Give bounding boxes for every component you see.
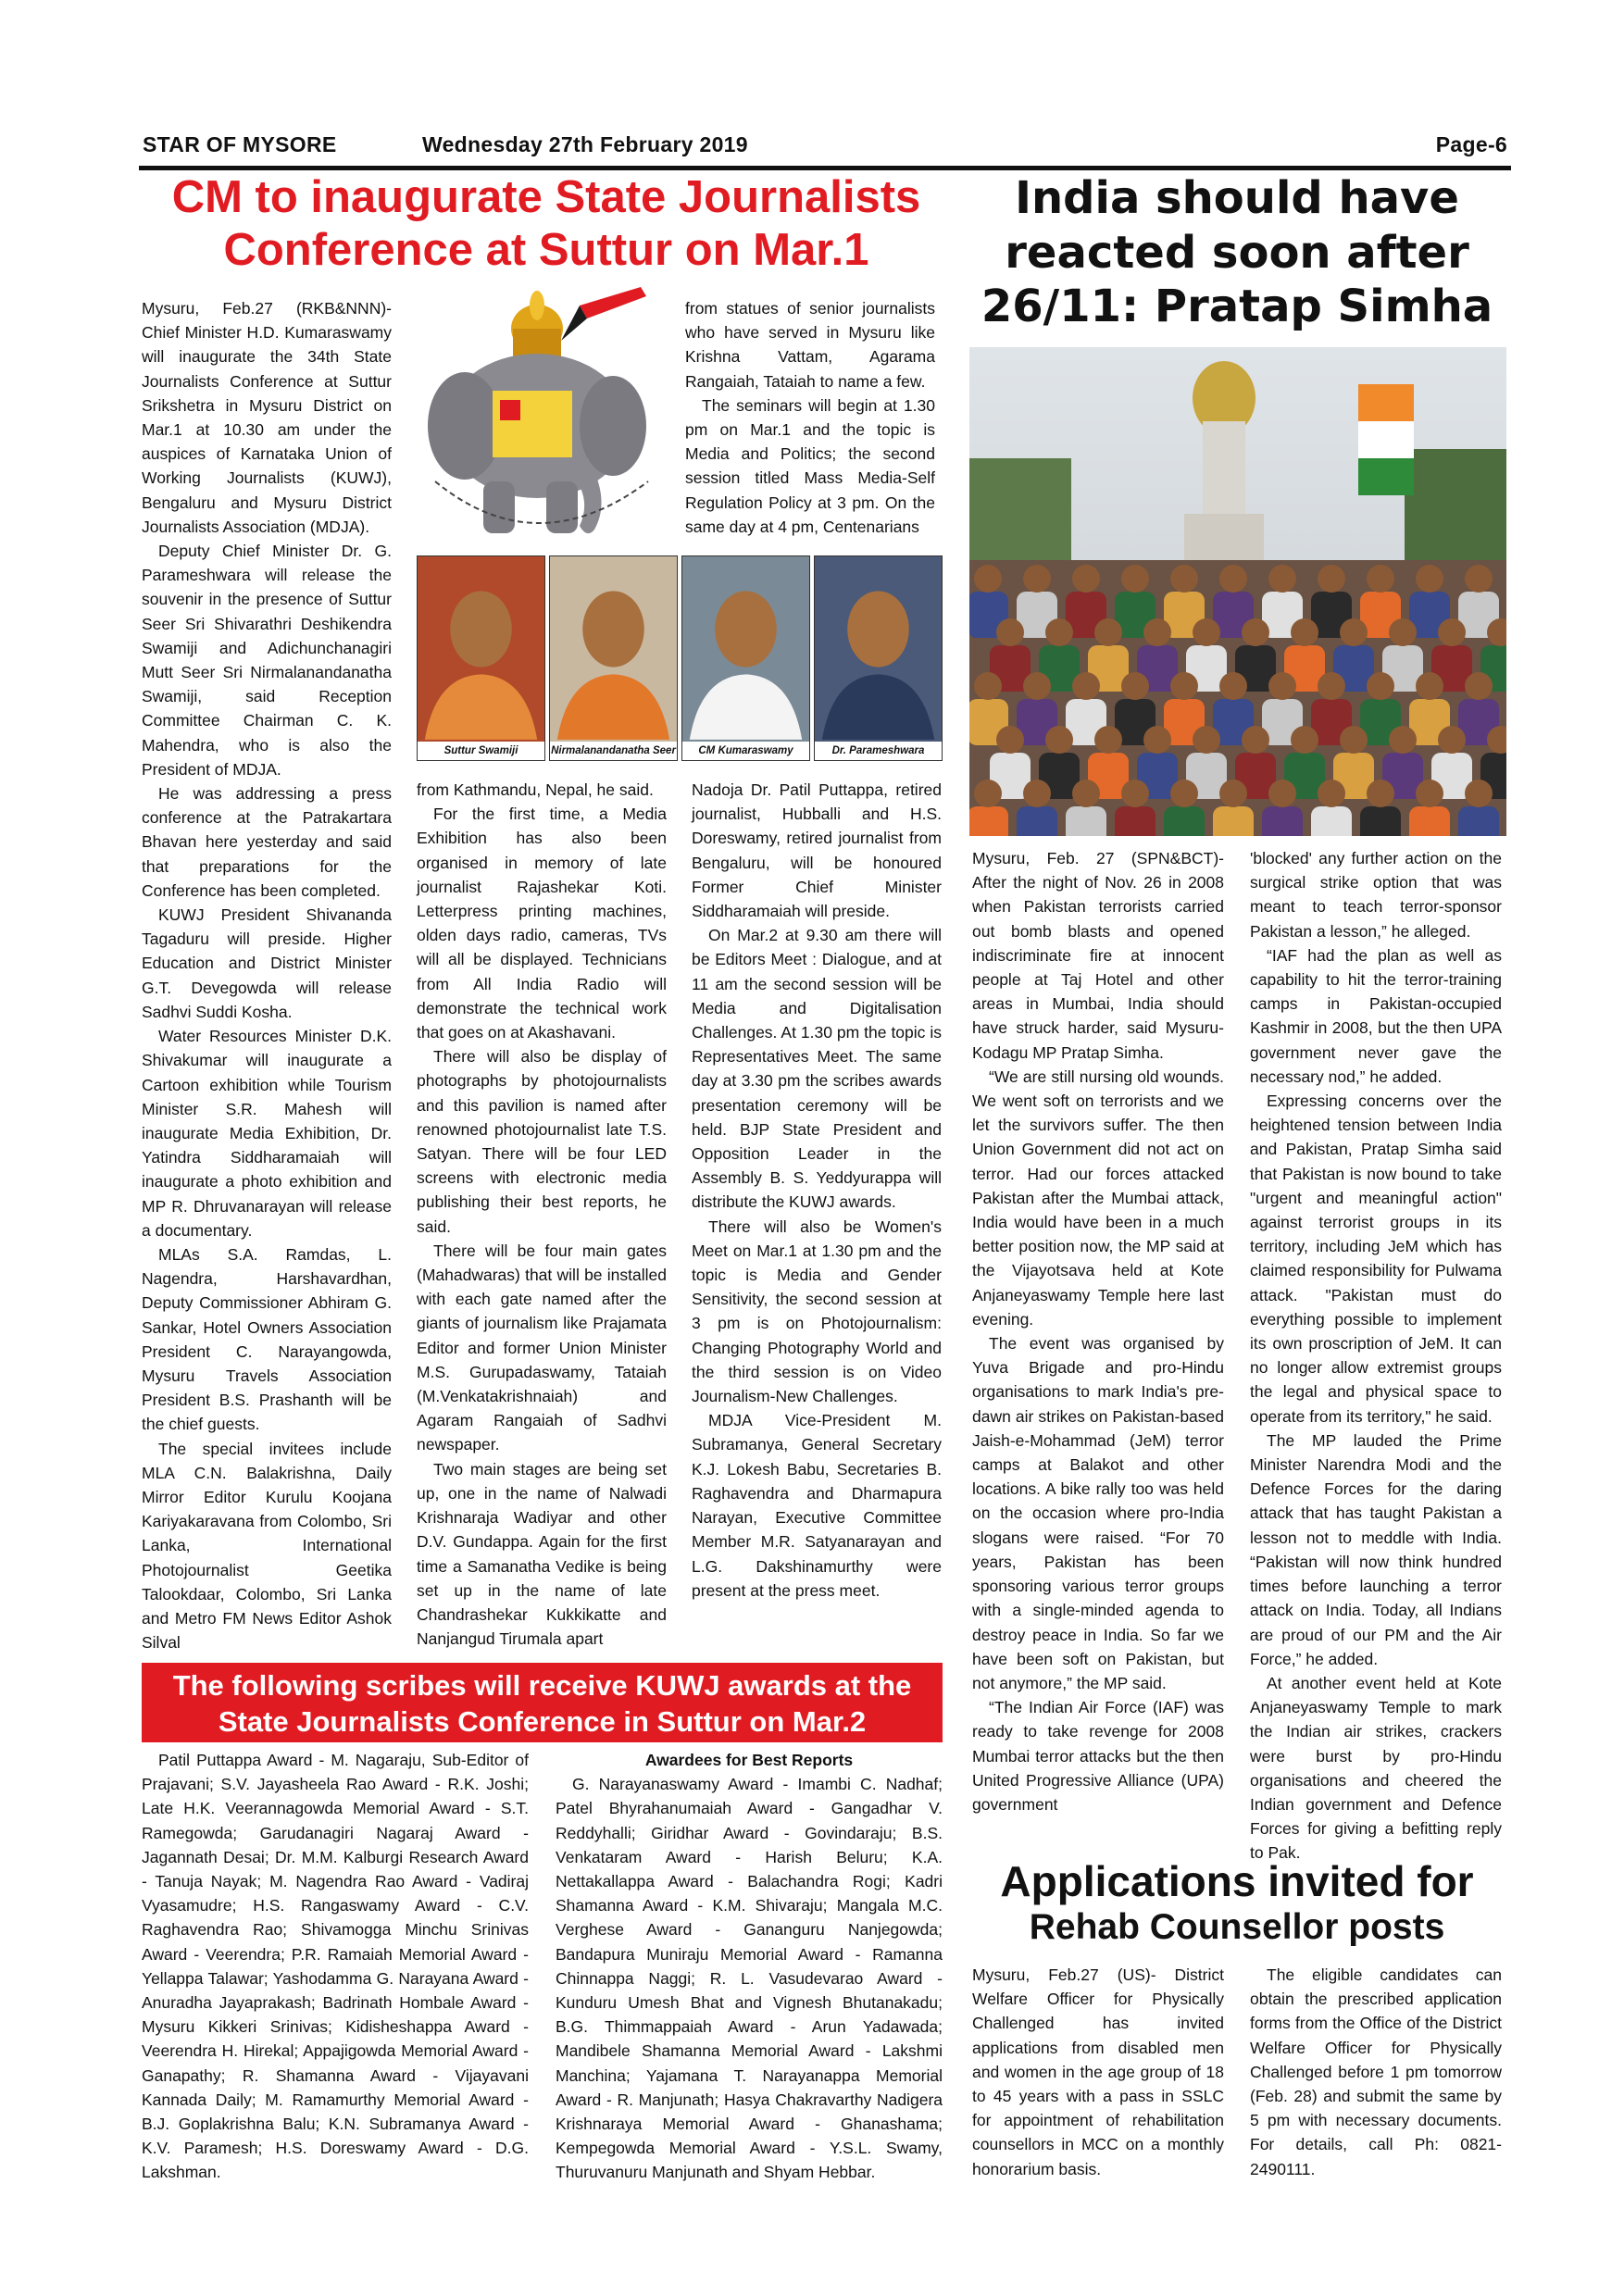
crowd-body [1017, 806, 1057, 836]
crowd-head [1291, 618, 1318, 646]
paragraph: He was addressing a press conference at the Patrakartara Bhavan here yesterday and said that preparations for the Conference has been completed. [142, 784, 392, 900]
crowd-head [996, 618, 1024, 646]
crowd-head [1389, 618, 1417, 646]
crowd-body [1311, 806, 1352, 836]
paragraph: The eligible candidates can obtain the prescribed application forms from the Office of the District Welfare Officer for Physically Challenged before 1 pm tomorrow (Feb. 28) and submit the same by 5 pm with necessary documents. For details, call Ph: 0821- 2490111. [1250, 1965, 1502, 2178]
portrait-photo [681, 555, 810, 761]
crowd-head [1268, 672, 1296, 700]
elephant-logo-icon [398, 287, 676, 555]
paragraph: KUWJ President Shivananda Tagaduru will preside. Higher Education and District Minister G.T. Devegowda will release Sadhvi Suddi Kosha. [142, 905, 392, 1021]
paragraph: Deputy Chief Minister Dr. G. Parameshwara will release the souvenir in the presence of Suttur Seer Sri Shivarathri Deshikendra Swamiji and Adichunchanagiri Mutt Seer Sri Nirmalanandanatha Swamiji, said Reception Committee Chairman C. K. Mahendra, who is also the President of MDJA. [142, 542, 392, 779]
story3-headline: Applications invited for Rehab Counsellor posts [1000, 1857, 1474, 1947]
crowd-head [1170, 672, 1198, 700]
crowd-body [1164, 806, 1205, 836]
crowd-head [1416, 780, 1443, 807]
crowd-head [1367, 672, 1394, 700]
crowd-head [1121, 780, 1149, 807]
crowd-head [1023, 780, 1051, 807]
crowd-head [1389, 726, 1417, 754]
awards-subheading: Awardees for Best Reports [644, 1751, 854, 1769]
crowd-head [1291, 726, 1318, 754]
portrait-photo [417, 555, 545, 761]
paragraph: The event was organised by Yuva Brigade and pro-Hindu organisations to mark India's pre-dawn air strikes on Pakistan-based Jaish-e-Mohammad (JeM) terror camps at Balakot and other locations. A bike rally too was held on the occasion where pro-India slogans were raised. “For 70 years, Pakistan has been sponsoring various terror groups with a single-minded agenda to destroy peace in India. So far we have been soft on Pakistan, but not anymore,” the MP said. [972, 1334, 1224, 1692]
paragraph: Two main stages are being set up, one in the name of Nalwadi Krishnaraja Wadiyar and other D.V. Gundappa. Again for the first time a Samanatha Vedike is being set up in the name of late Chandrashekar Kukkikatte and Nanjangud Tirumala apart [417, 1459, 667, 1649]
crowd-body [1458, 806, 1499, 836]
crowd-head [1072, 672, 1100, 700]
crowd-head [1367, 565, 1394, 593]
crowd-head [974, 780, 1002, 807]
paragraph: For the first time, a Media Exhibition has also been organised in memory of late journalist Rajashekar Koti. Letterpress printing machines, olden days radio, cameras, TVs will all be displayed. Technicians from All India Radio will demonstrate the technical work that goes on at Akashavani. [417, 805, 667, 1042]
page-number: Page-6 [1435, 132, 1507, 156]
crowd-body [1213, 806, 1254, 836]
paragraph: 'blocked' any further action on the surgical strike option that was meant to teach terror-sponsor Pakistan a lesson,” he alleged. [1250, 849, 1502, 941]
paragraph: There will also be Women's Meet on Mar.1 at 1.30 pm and the topic is Media and Gender Sensitivity, the second session at 3 pm is on Photojournalism: Changing Photography World and the third session is on Video Journalism-New Challenges. [692, 1217, 942, 1406]
crowd-head [1219, 672, 1247, 700]
paragraph: Mysuru, Feb. 27 (SPN&BCT)- After the night of Nov. 26 in 2008 when Pakistan terrorists carried out bomb blasts and opened indiscriminate fire at innocent people at Taj Hotel and other areas in Mumbai, India should have struck harder, said Mysuru-Kodagu MP Pratap Simha. [972, 849, 1224, 1062]
crowd-body [1360, 806, 1401, 836]
paragraph: MLAs S.A. Ramdas, L. Nagendra, Harshavardhan, Deputy Commissioner Abhiram G. Sankar, Hotel Owners Association President C. Narayangowda, Mysuru Travels Association President B.S. Prashanth will be the chief guests. [142, 1244, 392, 1434]
crowd-head [1219, 780, 1247, 807]
portrait-strip [417, 555, 943, 761]
crowd-body [969, 806, 1008, 836]
portrait-icon [418, 556, 544, 742]
crowd-head [974, 565, 1002, 593]
awards-list-left [142, 1748, 529, 2185]
crowd-body [1115, 806, 1156, 836]
crowd-head [1170, 780, 1198, 807]
crowd-head [1094, 618, 1122, 646]
portrait-icon [682, 556, 809, 742]
crowd-head [1121, 565, 1149, 593]
crowd-head [1465, 565, 1493, 593]
crowd-head [996, 726, 1024, 754]
story2-column-2 [1250, 846, 1502, 1866]
paragraph: At another event held at Kote Anjaneyaswamy Temple to mark the Indian air strikes, crackers were burst by pro-Hindu organisations and cheered the Indian government and Defence Forces for giving a befitting reply to Pak. [1250, 1673, 1502, 1863]
awards-list-right [556, 1748, 943, 2185]
crowd-head [1416, 565, 1443, 593]
paragraph: There will be four main gates (Mahadwaras) that will be installed with each gate named after the giants of journalism like Prajamata Editor and former Union Minister M.S. Gurupadaswamy, Tataiah (M.Venkatakrishnaiah) and Agaram Rangaiah of Sadhvi newspaper. [417, 1241, 667, 1454]
paragraph: “We are still nursing old wounds. We went soft on terrorists and we let the survivors suffer. The then Union Government did not act on terror. Had our forces attacked Pakistan after the Mumbai attack, India would have been in a much better position now, the MP said at the Vijayotsava held at Kote Anjaneyaswamy Temple here last evening. [972, 1067, 1224, 1329]
crowd-head [1193, 618, 1220, 646]
crowd-head [1219, 565, 1247, 593]
crowd-head [1438, 618, 1466, 646]
crowd-body [1409, 806, 1450, 836]
paragraph: On Mar.2 at 9.30 am there will be Editors Meet : Dialogue, and at 11 am the second session will be Media and Digitalisation Challenges. At 1.30 pm the topic is Representatives Meet. The same day at 3.30 pm the scribes awards presentation ceremony will be held. BJP State President and Opposition Leader in the Assembly B. S. Yeddyurappa will distribute the KUWJ awards. [692, 926, 942, 1212]
awards-banner: The following scribes will receive KUWJ awards at the State Journalists Conference in Suttur on Mar.2 [142, 1663, 943, 1742]
crowd-head [1143, 726, 1171, 754]
crowd-head [1094, 726, 1122, 754]
crowd-head [1268, 565, 1296, 593]
paragraph: Mysuru, Feb.27 (RKB&NNN)- Chief Minister H.D. Kumaraswamy will inaugurate the 34th State Journalists Conference at Suttur Srikshetra in Mysuru District on Mar.1 at 10.30 am under the auspices of Karnataka Union of Working Journalists (KUWJ), Bengaluru and Mysuru District Journalists Association (MDJA). [142, 299, 392, 536]
paragraph: from Kathmandu, Nepal, he said. [417, 780, 654, 799]
crowd-head [1465, 780, 1493, 807]
crowd-head [1268, 780, 1296, 807]
paper-name: STAR OF MYSORE [143, 132, 337, 156]
story1-column-3-top [685, 296, 935, 539]
issue-date: Wednesday 27th February 2019 [422, 132, 748, 156]
crowd-head [1242, 726, 1269, 754]
paragraph: The MP lauded the Prime Minister Narendra Modi and the Defence Forces for the daring attack that has taught Pakistan a lesson not to meddle with India. “Pakistan will now think hundred times before launching a terror attack on India. Today, all Indians are proud of our PM and the Air Force,” he added. [1250, 1430, 1502, 1668]
rally-photo [969, 347, 1506, 836]
crowd-head [1072, 780, 1100, 807]
crowd-head [1318, 780, 1345, 807]
story1-headline: CM to inaugurate State Journalists Conference at Suttur on Mar.1 [171, 172, 921, 276]
portrait-icon [815, 556, 942, 742]
paragraph: “The Indian Air Force (IAF) was ready to take revenge for 2008 Mumbai terror attacks but the then United Progressive Alliance (UPA) government [972, 1698, 1224, 1814]
paragraph: Expressing concerns over the heightened tension between India and Pakistan, Pratap Simha said that Pakistan is now bound to take "urgent and meaningful action" against terrorist groups in its territory, including JeM which has claimed responsibility for Pulwama attack. "Pakistan must do everything possible to implement its own proscription of JeM. It can no longer allow extremist groups the legal and physical space to operate from its territory," he said. [1250, 1092, 1502, 1426]
crowd-head [1438, 726, 1466, 754]
crowd-head [1416, 672, 1443, 700]
crowd-head [1318, 672, 1345, 700]
crowd-head [1242, 618, 1269, 646]
paragraph: “IAF had the plan as well as capability to hit the terror-training camps in Pakistan-occupied Kashmir in 2008, but the then UPA government never gave the necessary nod,” he added. [1250, 945, 1502, 1086]
portrait-photo [814, 555, 943, 761]
crowd-head [1170, 565, 1198, 593]
crowd-body [1262, 806, 1303, 836]
crowd-head [1143, 618, 1171, 646]
story2-headline: India should have reacted soon after 26/11: Pratap Simha [981, 172, 1493, 333]
crowd-head [1045, 726, 1073, 754]
crowd-head [1340, 618, 1368, 646]
crowd-head [1023, 672, 1051, 700]
paragraph: The special invitees include MLA C.N. Balakrishna, Daily Mirror Editor Kurulu Koojana Kariyakaravana from Colombo, Sri Lanka, International Photojournalist Geetika Talookdaar, Colombo, Sri Lanka and Metro FM News Editor Ashok Silval [142, 1439, 392, 1653]
crowd-head [974, 672, 1002, 700]
crowd-head [1465, 672, 1493, 700]
paragraph: Mysuru, Feb.27 (US)- District Welfare Officer for Physically Challenged has invited applications from disabled men and women in the age group of 18 to 45 years with a pass in SSLC for appointment of rehabilitation counsellors in MCC on a monthly honorarium basis. [972, 1965, 1224, 2178]
portrait-caption: Suttur Swamiji [418, 742, 544, 760]
paragraph: G. Narayanaswamy Award - Imambi C. Nadhaf; Patel Bhyrahanumaiah Award - Gangadhar V. Reddyhalli; Giridhar Award - Govindaraju; B.S. Venkataram Award - Harish Beluru; K.A. Nettakallappa Award - Balachandra Rogi; Kadri Shamanna Award - K.M. Shivaraju; Mangala M.C. Verghese Award - Gananguru Nanjegowda; Bandapura Muniraju Memorial Award - Ramanna Chinnappa Naggi; R. L. Vasudevarao Award - Kunduru Umesh Bhat and Vignesh Bhutanakadu; B.G. Thimmappaiah Award - Arun Yadawada; Mandibele Shamanna Memorial Award - Lakshmi Manchina; Yajamana T. Narayanappa Memorial Award - R. Manjunath; Hasya Chakravarthy Nadigera Krishnaraya Memorial Award - Ghanashama; Kempegowda Memorial Award - Y.S.L. Swamy, Thuruvanuru Manjunath and Shyam Hebbar. [556, 1775, 943, 2182]
portrait-icon [550, 556, 677, 742]
paragraph: Water Resources Minister D.K. Shivakumar will inaugurate a Cartoon exhibition while Tourism Minister S.R. Mahesh will inaugurate Media Exhibition, Dr. Yatindra Siddharamaiah will inaugurate a photo exhibition and MP R. Dhruvanarayan will release a documentary. [142, 1027, 392, 1240]
crowd-photo-icon [969, 347, 1506, 836]
paragraph: The seminars will begin at 1.30 pm on Mar.1 and the topic is Media and Politics; the second session titled Mass Media-Self Regulation Policy at 3 pm. On the same day at 4 pm, Centenarians [685, 395, 935, 536]
paragraph: Nadoja Dr. Patil Puttappa, retired journalist, Hubballi and H.S. Doreswamy, retired journalist from Bengaluru, will be honoured Former Chief Minister Siddharamaiah will preside. [692, 780, 942, 921]
story3-column-1 [972, 1963, 1224, 2181]
story1-column-3 [692, 778, 942, 1603]
portrait-photo [549, 555, 678, 761]
story1-column-1 [142, 296, 392, 1654]
crowd-head [1367, 780, 1394, 807]
story2-column-1 [972, 846, 1224, 1816]
story1-column-2 [417, 778, 667, 1651]
crowd-body [1066, 806, 1106, 836]
story3-column-2 [1250, 1963, 1502, 2181]
crowd-head [1072, 565, 1100, 593]
paragraph: There will also be display of photographs by photojournalists and this pavilion is named after renowned photojournalist late T.S. Satyan. There will be four LED screens with electronic media publishing their best reports, he said. [417, 1047, 667, 1236]
portrait-caption: CM Kumaraswamy [682, 742, 809, 760]
crowd-head [1045, 618, 1073, 646]
crowd-head [1193, 726, 1220, 754]
portrait-caption: Dr. Parameshwara [815, 742, 942, 760]
paragraph: from statues of senior journalists who have served in Mysuru like Krishna Vattam, Agarama Rangaiah, Tataiah to name a few. [685, 299, 935, 391]
crowd-head [1340, 726, 1368, 754]
paragraph: Patil Puttappa Award - M. Nagaraju, Sub-Editor of Prajavani; S.V. Jayasheela Rao Award - R.K. Joshi; Late H.K. Veerannagowda Memorial Award - S.T. Ramegowda; Garudanagiri Nagaraj Award - Jagannath Desai; Dr. M.M. Kalburgi Research Award - Tanuja Nayak; M. Nagendra Rao Award - Vadiraj Vyasamudre; H.S. Rangaswamy Award - C.V. Raghavendra Rao; Shivamogga Minchu Srinivas Award - Veerendra; P.R. Ramaiah Memorial Award - Yellappa Talawar; Yashodamma G. Narayana Award - Anuradha Jayaprakash; Badrinath Hombale Award - Mysuru Kikkeri Srinivas; Kidisheshappa Award - Veerendra H. Hirekal; Appajigowda Memorial Award - Ganapathy; R. Shamanna Award - Vijayavani Kannada Daily; M. Ramamurthy Memorial Award - B.J. Goplakrishna Balu; K.N. Subramanya Award - K.V. Paramesh; H.S. Doreswamy Award - D.G. Lakshman. [142, 1751, 529, 2182]
paragraph: MDJA Vice-President M. Subramanya, General Secretary K.J. Lokesh Babu, Secretaries B. Raghavendra and Dharmapura Narayan, Executive Committee Member M.R. Satyanarayan and L.G. Dakshinamurthy were present at the press meet. [692, 1411, 942, 1600]
crowd-head [1121, 672, 1149, 700]
portrait-caption: Nirmalanandanatha Seer [550, 742, 677, 760]
crowd-head [1318, 565, 1345, 593]
conference-logo [398, 287, 676, 555]
crowd-head [1023, 565, 1051, 593]
masthead [139, 132, 1511, 170]
